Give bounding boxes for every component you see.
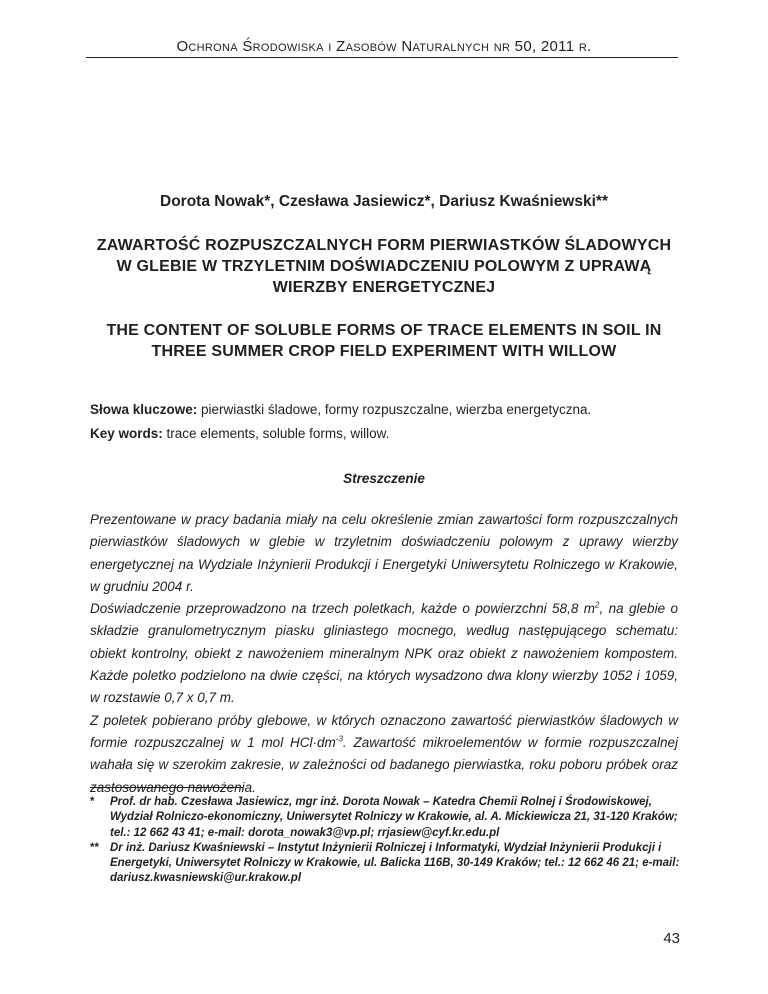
footnotes [90, 795, 684, 887]
footnote-item [90, 841, 684, 887]
footnote-item [90, 795, 684, 841]
issue-number: 50, 2011 [514, 38, 575, 55]
abstract-p2-text-b: , na glebie o składzie granulometrycznym piasku gliniastego mocnego, według następującego schematu: obiekt kontrolny, obiekt z nawożeniem mineralnym NPK oraz obiekt z nawożeniem kompostem. Każde poletko podzielono na dwie części, na których wysadzono dwa klony wierzby 1052 i 1059, w rozstawie 0,7 x 0,7 m. [90, 601, 678, 706]
abstract-p2-text-a: Doświadczenie przeprowadzono na trzech poletkach, każde o powierzchni 58,8 m [90, 601, 595, 617]
abstract-p3-text-a: Z poletek pobierano próby glebowe, w których oznaczono zawartość pierwiastków śladowych w formie rozpuszczalnej w 1 mol HCl·dm [90, 712, 678, 750]
abstract-heading: Streszczenie [343, 471, 425, 486]
abstract-p3-text-b: . Zawartość mikroelementów w formie rozpuszczalnej wahała się w szerokim zakresie, w zależności od badanego pierwiastka, roku poboru próbek oraz zastosowanego nawożenia. [90, 734, 679, 795]
header-rule [86, 57, 678, 58]
title-polish: ZAWARTOŚĆ ROZPUSZCZALNYCH FORM PIERWIASTKÓW ŚLADOWYCH W GLEBIE W TRZYLETNIM DOŚWIADCZENIU POLOWYM Z UPRAWĄ WIERZBY ENERGETYCZNEJ [96, 237, 672, 296]
abstract-paragraph-3 [90, 710, 678, 799]
running-header [0, 38, 768, 55]
abstract-body [90, 509, 678, 799]
footnote-mark: ** [90, 841, 99, 854]
keywords-polish [90, 402, 680, 417]
keywords-english-text: trace elements, soluble forms, willow. [166, 426, 390, 441]
abstract-paragraph-2 [90, 598, 678, 709]
superscript-minus-three: -3 [335, 734, 343, 744]
keywords-polish-text: pierwiastki śladowe, formy rozpuszczalne, wierzba energetyczna. [201, 402, 592, 417]
keywords-english [90, 426, 680, 441]
year-suffix: r. [578, 38, 592, 55]
title-english: THE CONTENT OF SOLUBLE FORMS OF TRACE ELEMENTS IN SOIL IN THREE SUMMER CROP FIELD EXPERIMENT WITH WILLOW [106, 322, 662, 360]
footnote-text: Prof. dr hab. Czesława Jasiewicz, mgr inż. Dorota Nowak – Katedra Chemii Rolnej i Środowiskowej, Wydział Rolniczo-ekonomiczny, Uniwersytet Rolniczy w Krakowie, al. A. Mickiewicza 21, 31-120 Kraków; tel.: 12 662 43 41; e-mail: dorota_nowak3@vp.pl; rrjasiew@cyf.kr.edu.pl [110, 796, 678, 839]
issue-label: nr [493, 38, 511, 55]
keywords-polish-label: Słowa kluczowe: [90, 402, 198, 417]
authors: Dorota Nowak*, Czesława Jasiewicz*, Dariusz Kwaśniewski** [160, 193, 608, 210]
page-number: 43 [663, 930, 680, 947]
journal-name: Ochrona Środowiska i Zasobów Naturalnych [176, 38, 490, 55]
footnote-rule [90, 787, 243, 788]
abstract-paragraph-1: Prezentowane w pracy badania miały na celu określenie zmian zawartości form rozpuszczalnych pierwiastków śladowych w glebie w trzyletnim doświadczeniu polowym z uprawy wierzby energetycznej na Wydziale Inżynierii Produkcji i Energetyki Uniwersytetu Rolniczego w Krakowie, w grudniu 2004 r. [90, 512, 678, 594]
footnote-text: Dr inż. Dariusz Kwaśniewski – Instytut Inżynierii Rolniczej i Informatyki, Wydział Inżynierii Produkcji i Energetyki, Uniwersytet Rolniczy w Krakowie, ul. Balicka 116B, 30-149 Kraków; tel.: 12 662 46 21; e-mail: dariusz.kwasniewski@ur.krakow.pl [110, 841, 680, 885]
superscript-squared: 2 [595, 600, 600, 610]
footnote-mark: * [90, 796, 95, 808]
keywords-english-label: Key words: [90, 426, 163, 441]
